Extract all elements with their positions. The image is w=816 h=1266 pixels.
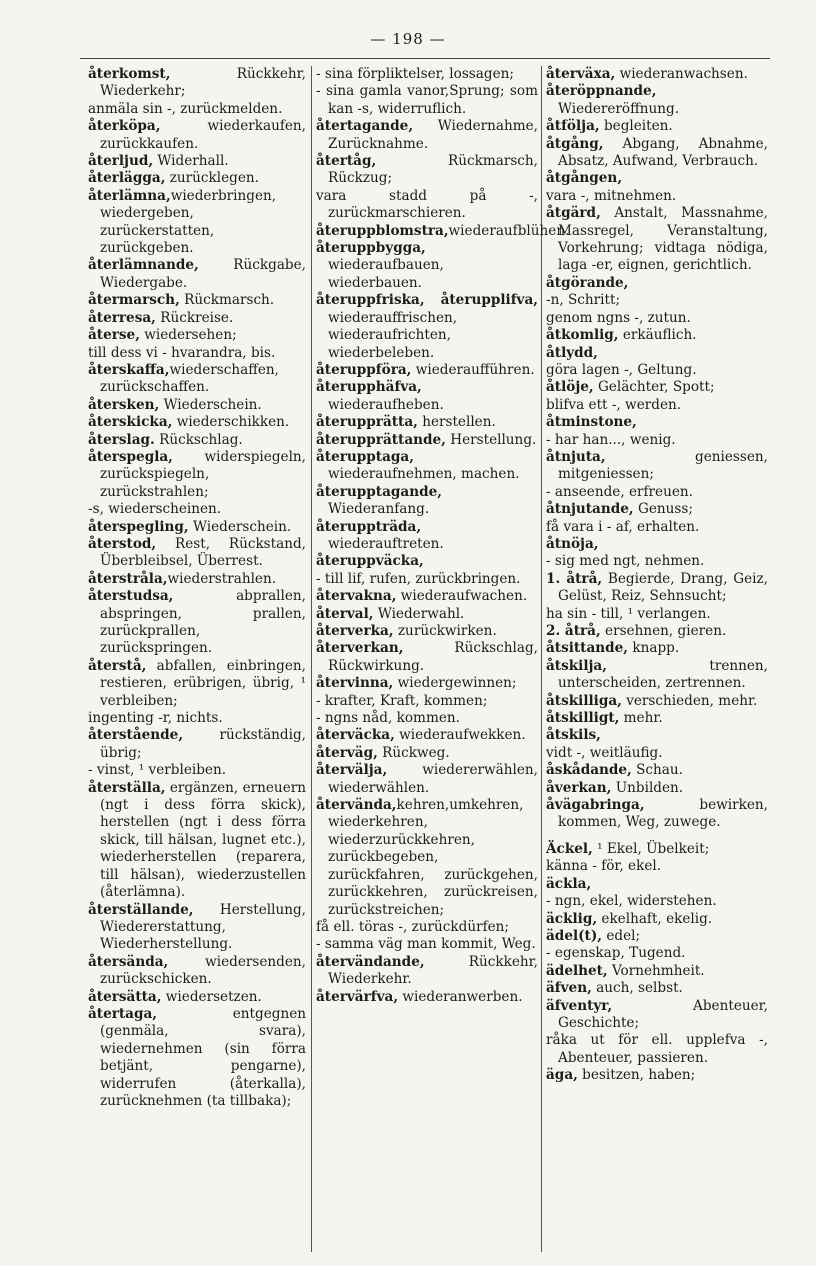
- entry-definition: Widerhall.: [153, 153, 229, 170]
- entry-headword: återkomst,: [88, 66, 171, 82]
- entry-definition: Herstellung.: [445, 431, 537, 448]
- dictionary-entry: [546, 66, 768, 83]
- entry-definition: Wiederwahl.: [373, 605, 465, 622]
- entry-definition: wiederbringen, wiedergeben, zurückerstatten, zurückgeben.: [100, 187, 277, 257]
- dictionary-entry: [88, 727, 306, 762]
- entry-headword: åtlöje,: [546, 379, 594, 396]
- entry-definition: känna - för, ekel.: [546, 858, 662, 875]
- entry-headword: återuppväcka,: [316, 553, 424, 570]
- dictionary-entry: [88, 536, 306, 571]
- dictionary-entry: [546, 188, 768, 205]
- entry-definition: - sina gamla vanor,Sprung; som kan -s, widerruflich.: [316, 83, 538, 117]
- entry-headword: åtminstone,: [546, 414, 637, 431]
- entry-definition: wiederauffrischen, wiederaufrichten, wiederbeleben.: [328, 309, 458, 361]
- entry-headword: åtgärd,: [546, 205, 601, 222]
- entry-definition: till dess vi - hvarandra, bis.: [88, 344, 276, 361]
- entry-definition: Wiedernahme, Zurücknahme.: [328, 118, 538, 152]
- entry-headword: åtsittande,: [546, 640, 629, 657]
- dictionary-entry: [88, 658, 306, 710]
- entry-definition: wiedergewinnen;: [393, 675, 517, 692]
- entry-definition: vara -, mitnehmen.: [546, 187, 677, 204]
- entry-headword: återverkan,: [316, 640, 404, 657]
- dictionary-entry: [88, 188, 306, 258]
- dictionary-entry: [546, 893, 768, 910]
- dictionary-entry: [88, 989, 306, 1006]
- entry-definition: - sig med ngt, nehmen.: [546, 553, 705, 570]
- entry-definition: få ell. töras -, zurückdürfen;: [316, 918, 510, 935]
- entry-definition: Unbilden.: [611, 779, 684, 796]
- entry-definition: - till lif, rufen, zurückbringen.: [316, 570, 521, 587]
- entry-definition: wiederanwerben.: [398, 988, 523, 1005]
- entry-definition: blifva ett -, werden.: [546, 396, 682, 413]
- entry-definition: wiederaufwekken.: [394, 727, 526, 744]
- entry-definition: Rückkehr, Wiederkehr.: [328, 953, 538, 988]
- entry-headword: återspegla,: [88, 448, 173, 465]
- entry-headword: återslag.: [88, 431, 155, 448]
- dictionary-entry: [316, 727, 538, 744]
- dictionary-entry: [316, 553, 538, 570]
- entry-headword: äga,: [546, 1067, 578, 1084]
- entry-headword: återlämna,: [88, 187, 171, 204]
- entry-definition: abfallen, einbringen, restieren, erübrigen, übrig, ¹ verbleiben;: [100, 657, 306, 709]
- dictionary-entry: [546, 841, 768, 858]
- dictionary-entry: [546, 414, 768, 431]
- dictionary-entry: [546, 858, 768, 875]
- dictionary-entry: [546, 292, 768, 309]
- dictionary-entry: [88, 292, 306, 309]
- entry-headword: återse,: [88, 327, 140, 344]
- dictionary-entry: [546, 275, 768, 292]
- dictionary-entry: [546, 693, 768, 710]
- entry-definition: herstellen.: [417, 414, 496, 431]
- dictionary-entry: [546, 727, 768, 744]
- dictionary-entry: [546, 83, 768, 118]
- dictionary-entry: [88, 66, 306, 101]
- dictionary-entry: [316, 919, 538, 936]
- dictionary-entry: [88, 362, 306, 397]
- entry-headword: äcklig,: [546, 910, 598, 927]
- dictionary-entry: [88, 762, 306, 779]
- entry-definition: auch, selbst.: [591, 980, 683, 997]
- entry-definition: Anstalt, Massnahme, Massregel, Veranstaltung, Vorkehrung; vidtaga nödiga, laga -er, eignen, gerichtlich.: [558, 205, 768, 274]
- entry-headword: återsända,: [88, 953, 169, 970]
- dictionary-entry: [316, 414, 538, 431]
- entry-definition: Gelächter, Spott;: [593, 379, 715, 396]
- dictionary-entry: [88, 153, 306, 170]
- dictionary-entry: [546, 998, 768, 1033]
- entry-definition: wiedererwählen, wiederwählen.: [328, 762, 538, 796]
- dictionary-entry: [316, 693, 538, 710]
- entry-headword: återstudsa,: [88, 588, 174, 605]
- entry-headword: åtgång,: [546, 135, 604, 152]
- dictionary-entry: [316, 954, 538, 989]
- dictionary-entry: [546, 553, 768, 570]
- dictionary-entry: [546, 432, 768, 449]
- entry-definition: Vornehmheit.: [607, 962, 705, 979]
- entry-headword: återtaga,: [88, 1005, 158, 1022]
- dictionary-entry: [88, 257, 306, 292]
- entry-headword: äfventyr,: [546, 997, 613, 1014]
- dictionary-entry: [546, 797, 768, 832]
- dictionary-entry: [316, 292, 538, 362]
- entry-definition: zurücklegen.: [165, 170, 259, 187]
- entry-headword: åtskilja,: [546, 657, 607, 674]
- entry-headword: återskaffa,: [88, 361, 170, 378]
- entry-definition: Wiederanfang.: [328, 501, 430, 518]
- entry-headword: återupphäfva,: [316, 379, 422, 396]
- entry-definition: zurückwirken.: [393, 623, 497, 639]
- entry-definition: wiedersehen;: [139, 327, 237, 344]
- entry-definition: Genuss;: [633, 501, 693, 518]
- entry-headword: återmarsch,: [88, 292, 180, 309]
- entry-definition: Schau.: [631, 762, 683, 779]
- entry-headword: återverka,: [316, 623, 394, 639]
- dictionary-entry: [316, 362, 538, 379]
- entry-definition: Abgang, Abnahme, Absatz, Aufwand, Verbrauch.: [558, 135, 768, 170]
- entry-headword: återval,: [316, 605, 374, 622]
- entry-headword: återvälja,: [316, 762, 388, 779]
- entry-headword: återskicka,: [88, 414, 173, 431]
- entry-definition: ha sin - till, ¹ verlangen.: [546, 605, 711, 622]
- entry-headword: åtskilligt,: [546, 710, 620, 727]
- dictionary-entry: [546, 1067, 768, 1084]
- entry-headword: återväg,: [316, 744, 378, 761]
- entry-definition: ergänzen, erneuern (ngt i dess förra skick), herstellen (ngt i dess förra skick, till hälsan, lugnet etc.), wiederherstellen (reparera, till hälsan), wiederzustellen (återlämna).: [100, 779, 306, 901]
- dictionary-entry: [546, 928, 768, 945]
- dictionary-entry: [546, 945, 768, 962]
- entry-definition: wiederaufbauen, wiederbauen.: [328, 257, 444, 291]
- entry-definition: Wiedereröffnung.: [558, 100, 680, 117]
- dictionary-entry: [546, 118, 768, 135]
- entry-headword: 2. åtrå,: [546, 623, 601, 639]
- entry-definition: Rückreise.: [155, 309, 234, 326]
- entry-headword: återstå,: [88, 657, 147, 674]
- entry-headword: 1. åtrå,: [546, 570, 603, 587]
- dictionary-entry: [316, 432, 538, 449]
- dictionary-entry: [546, 484, 768, 501]
- dictionary-entry: [88, 780, 306, 902]
- entry-headword: åtnjuta,: [546, 448, 606, 465]
- entry-definition: ekelhaft, ekelig.: [597, 910, 713, 927]
- entry-headword: ädel(t),: [546, 927, 603, 944]
- dictionary-entry: [546, 310, 768, 327]
- entry-definition: Wiederschein.: [159, 396, 262, 413]
- entry-headword: återupptaga,: [316, 448, 414, 465]
- dictionary-entry: [546, 980, 768, 997]
- dictionary-entry: [316, 222, 570, 240]
- entry-definition: vara stadd på -, zurückmarschieren.: [316, 187, 538, 222]
- dictionary-entry: [88, 118, 306, 153]
- entry-definition: wiederaufblühen.: [448, 222, 570, 239]
- dictionary-column-1: [88, 66, 306, 1110]
- entry-definition: wiederschikken.: [172, 414, 290, 431]
- dictionary-entry: [546, 876, 768, 893]
- entry-headword: återuppföra,: [316, 361, 412, 378]
- entry-definition: genom ngns -, zutun.: [546, 309, 691, 326]
- dictionary-entry: [316, 623, 538, 640]
- entry-definition: kehren,umkehren, wiederkehren, wiederzurückkehren, zurückbegeben, zurückfahren, zurückgehen, zurückkehren, zurückreisen, zurückstreichen;: [328, 797, 538, 918]
- entry-definition: Rückschlag.: [154, 431, 243, 448]
- entry-definition: göra lagen -, Geltung.: [546, 361, 697, 378]
- entry-definition: - har han..., wenig.: [546, 431, 676, 448]
- entry-definition: - ngns nåd, kommen.: [316, 710, 460, 727]
- dictionary-entry: [546, 762, 768, 779]
- entry-definition: wiederanwachsen.: [615, 66, 748, 82]
- dictionary-entry: [88, 954, 306, 989]
- dictionary-entry: [316, 66, 538, 83]
- dictionary-entry: [88, 588, 306, 658]
- dictionary-entry: [546, 606, 768, 623]
- entry-headword: åtnöja,: [546, 535, 599, 552]
- dictionary-entry: [88, 345, 306, 362]
- entry-headword: äfven,: [546, 980, 592, 997]
- dictionary-entry: [88, 101, 306, 118]
- dictionary-entry: [316, 675, 538, 692]
- dictionary-entry: [88, 519, 306, 536]
- entry-headword: återköpa,: [88, 118, 161, 135]
- entry-headword: åtgörande,: [546, 274, 629, 291]
- entry-definition: wiederaufheben.: [328, 396, 444, 413]
- header-rule: [80, 58, 770, 59]
- entry-headword: återvinna,: [316, 675, 394, 692]
- entry-definition: Rückgabe, Wiedergabe.: [100, 257, 306, 291]
- entry-definition: erkäuflich.: [618, 327, 697, 344]
- dictionary-entry: [546, 519, 768, 536]
- entry-definition: bewirken, kommen, Weg, zuwege.: [558, 797, 768, 831]
- dictionary-entry: [88, 1006, 306, 1110]
- dictionary-entry: [546, 136, 768, 171]
- entry-definition: trennen, unterscheiden, zertrennen.: [558, 657, 768, 692]
- entry-headword: återspegling,: [88, 518, 189, 535]
- dictionary-entry: [88, 501, 306, 518]
- entry-headword: återljud,: [88, 153, 154, 170]
- entry-definition: ¹ Ekel, Übelkeit;: [592, 840, 710, 857]
- entry-headword: åtgången,: [546, 170, 623, 187]
- column-divider: [541, 66, 542, 1252]
- dictionary-entry: [546, 780, 768, 797]
- entry-headword: återväcka,: [316, 727, 395, 744]
- entry-headword: återuppblomstra,: [316, 222, 449, 239]
- dictionary-entry: [316, 449, 538, 484]
- dictionary-entry: [316, 588, 538, 605]
- entry-definition: entgegnen (genmäla, svara), wiedernehmen (sin förra betjänt, pengarne), widerrufen (återkalla), zurücknehmen (ta tillbaka);: [100, 1005, 306, 1109]
- entry-headword: återsken,: [88, 396, 160, 413]
- entry-definition: widerspiegeln, zurückspiegeln, zurückstrahlen;: [100, 448, 306, 500]
- entry-headword: återvakna,: [316, 588, 397, 605]
- dictionary-entry: [546, 911, 768, 928]
- entry-headword: åvägabringa,: [546, 797, 645, 814]
- dictionary-entry: [88, 432, 306, 449]
- entry-headword: återvända,: [316, 797, 397, 814]
- entry-definition: wiederauftreten.: [328, 535, 444, 552]
- dictionary-entry: [546, 710, 768, 727]
- entry-definition: abprallen, abspringen, prallen, zurückprallen, zurückspringen.: [100, 588, 306, 657]
- entry-headword: återuppträda,: [316, 518, 422, 535]
- dictionary-entry: [88, 170, 306, 187]
- dictionary-entry: [316, 519, 538, 554]
- entry-definition: verschieden, mehr.: [621, 692, 758, 709]
- entry-headword: äckla,: [546, 875, 592, 892]
- entry-headword: åtfölja,: [546, 118, 600, 135]
- entry-headword: återupprättande,: [316, 431, 446, 448]
- dictionary-entry: [88, 327, 306, 344]
- entry-headword: återstod,: [88, 535, 157, 552]
- dictionary-entry: [88, 571, 306, 588]
- entry-headword: åtlydd,: [546, 344, 598, 361]
- dictionary-entry: [316, 710, 538, 727]
- entry-definition: mehr.: [619, 710, 663, 727]
- dictionary-column-3: [546, 66, 768, 1085]
- entry-definition: knapp.: [628, 640, 680, 657]
- dictionary-entry: [546, 362, 768, 379]
- dictionary-entry: [316, 606, 538, 623]
- dictionary-entry: [88, 414, 306, 431]
- entry-headword: återställa,: [88, 779, 166, 796]
- entry-definition: Rückkehr, Wiederkehr;: [100, 66, 306, 100]
- entry-definition: Rückmarsch, Rückzug;: [328, 153, 538, 187]
- entry-headword: åtnjutande,: [546, 501, 634, 518]
- entry-definition: Rückweg.: [377, 744, 450, 761]
- dictionary-entry: [316, 745, 538, 762]
- entry-definition: Rest, Rückstand, Überbleibsel, Überrest.: [100, 535, 306, 570]
- entry-headword: åverkan,: [546, 779, 612, 796]
- dictionary-entry: [316, 240, 538, 292]
- dictionary-entry: [88, 902, 306, 954]
- dictionary-entry: [88, 310, 306, 327]
- dictionary-entry: [316, 936, 538, 953]
- entry-definition: - anseende, erfreuen.: [546, 483, 693, 500]
- entry-definition: få vara i - af, erhalten.: [546, 518, 700, 535]
- entry-definition: vidt -, weitläufig.: [546, 744, 663, 761]
- entry-definition: - ngn, ekel, widerstehen.: [546, 893, 717, 910]
- dictionary-entry: [546, 501, 768, 518]
- entry-definition: Abenteuer, Geschichte;: [558, 997, 768, 1031]
- entry-headword: återupprätta,: [316, 414, 418, 431]
- dictionary-entry: [546, 640, 768, 657]
- entry-definition: Wiederschein.: [188, 518, 292, 535]
- entry-definition: - egenskap, Tugend.: [546, 945, 686, 962]
- entry-definition: wiederschaffen, zurückschaffen.: [100, 361, 279, 396]
- entry-definition: wiederaufnehmen, machen.: [328, 466, 520, 483]
- dictionary-entry: [546, 658, 768, 693]
- entry-definition: Herstellung, Wiedererstattung, Wiederherstellung.: [100, 901, 306, 953]
- dictionary-entry: [546, 397, 768, 414]
- dictionary-entry: [88, 710, 306, 727]
- entry-headword: återställande,: [88, 901, 194, 918]
- dictionary-entry: [546, 379, 768, 396]
- entry-headword: återupptagande,: [316, 483, 442, 500]
- entry-definition: wiederaufführen.: [411, 361, 535, 378]
- dictionary-entry: [316, 989, 538, 1006]
- dictionary-entry: [88, 397, 306, 414]
- entry-definition: Begierde, Drang, Geiz, Gelüst, Reiz, Sehnsucht;: [558, 570, 769, 605]
- entry-headword: återvändande,: [316, 953, 425, 970]
- dictionary-entry: [316, 379, 538, 414]
- entry-headword: återvärfva,: [316, 988, 399, 1005]
- entry-headword: återtagande,: [316, 118, 414, 135]
- entry-headword: åtkomlig,: [546, 327, 619, 344]
- entry-headword: åtskils,: [546, 727, 601, 744]
- entry-definition: - sina förpliktelser, lossagen;: [316, 66, 514, 82]
- entry-definition: wiederkaufen, zurückkaufen.: [100, 118, 306, 152]
- dictionary-entry: [316, 484, 538, 519]
- page-number: — 198 —: [370, 30, 446, 48]
- entry-definition: wiederstrahlen.: [167, 570, 277, 587]
- entry-headword: återlägga,: [88, 170, 166, 187]
- entry-headword: återuppfriska, återupplifva,: [316, 292, 538, 309]
- entry-definition: Rückmarsch.: [179, 292, 275, 309]
- entry-headword: åtskilliga,: [546, 692, 622, 709]
- entry-definition: wiedersetzen.: [161, 988, 262, 1005]
- dictionary-entry: [546, 327, 768, 344]
- entry-headword: åskådande,: [546, 762, 632, 779]
- entry-definition: wiederaufwachen.: [396, 588, 528, 605]
- entry-definition: ingenting -r, nichts.: [88, 710, 223, 727]
- entry-definition: edel;: [602, 927, 641, 944]
- entry-definition: rückständig, übrig;: [100, 727, 306, 761]
- dictionary-entry: [316, 188, 538, 223]
- dictionary-entry: [316, 571, 538, 588]
- entry-definition: -n, Schritt;: [546, 292, 621, 309]
- dictionary-entry: [546, 345, 768, 362]
- entry-definition: anmäla sin -, zurückmelden.: [88, 100, 283, 117]
- dictionary-entry: [546, 745, 768, 762]
- entry-headword: Äckel,: [546, 840, 593, 857]
- dictionary-entry: [316, 153, 538, 188]
- dictionary-entry: [88, 449, 306, 501]
- dictionary-entry: [546, 170, 768, 187]
- dictionary-entry: [316, 83, 538, 118]
- dictionary-entry: [546, 963, 768, 980]
- entry-headword: återresa,: [88, 309, 156, 326]
- entry-headword: återstråla,: [88, 570, 168, 587]
- dictionary-entry: [546, 623, 768, 640]
- dictionary-entry: [546, 536, 768, 553]
- entry-definition: - samma väg man kommit, Weg.: [316, 936, 536, 953]
- dictionary-entry: [316, 640, 538, 675]
- entry-definition: besitzen, haben;: [577, 1067, 696, 1084]
- entry-headword: återöppnande,: [546, 83, 657, 100]
- entry-headword: återlämnande,: [88, 257, 199, 274]
- entry-headword: återuppbygga,: [316, 240, 426, 257]
- entry-headword: återväxa,: [546, 66, 616, 82]
- entry-headword: ädelhet,: [546, 962, 608, 979]
- dictionary-entry: [316, 118, 538, 153]
- entry-definition: wiedersenden, zurückschicken.: [100, 953, 306, 988]
- dictionary-entry: [316, 762, 538, 797]
- dictionary-entry: [546, 1032, 768, 1067]
- entry-definition: ersehnen, gieren.: [600, 623, 727, 639]
- entry-definition: råka ut för ell. upplefva -, Abenteuer, passieren.: [546, 1032, 768, 1066]
- dictionary-entry: [546, 571, 768, 606]
- column-divider: [311, 66, 312, 1252]
- entry-definition: -s, wiederscheinen.: [88, 501, 222, 518]
- dictionary-entry: [546, 449, 768, 484]
- entry-headword: återsätta,: [88, 988, 162, 1005]
- entry-definition: - krafter, Kraft, kommen;: [316, 692, 488, 709]
- entry-definition: Rückschlag, Rückwirkung.: [328, 640, 538, 674]
- dictionary-entry: [546, 205, 768, 275]
- entry-headword: återstående,: [88, 727, 184, 744]
- entry-definition: begleiten.: [599, 118, 673, 135]
- dictionary-entry: [316, 797, 538, 919]
- entry-headword: återtåg,: [316, 153, 377, 170]
- entry-definition: - vinst, ¹ verbleiben.: [88, 762, 227, 779]
- entry-definition: geniessen, mitgeniessen;: [558, 448, 768, 483]
